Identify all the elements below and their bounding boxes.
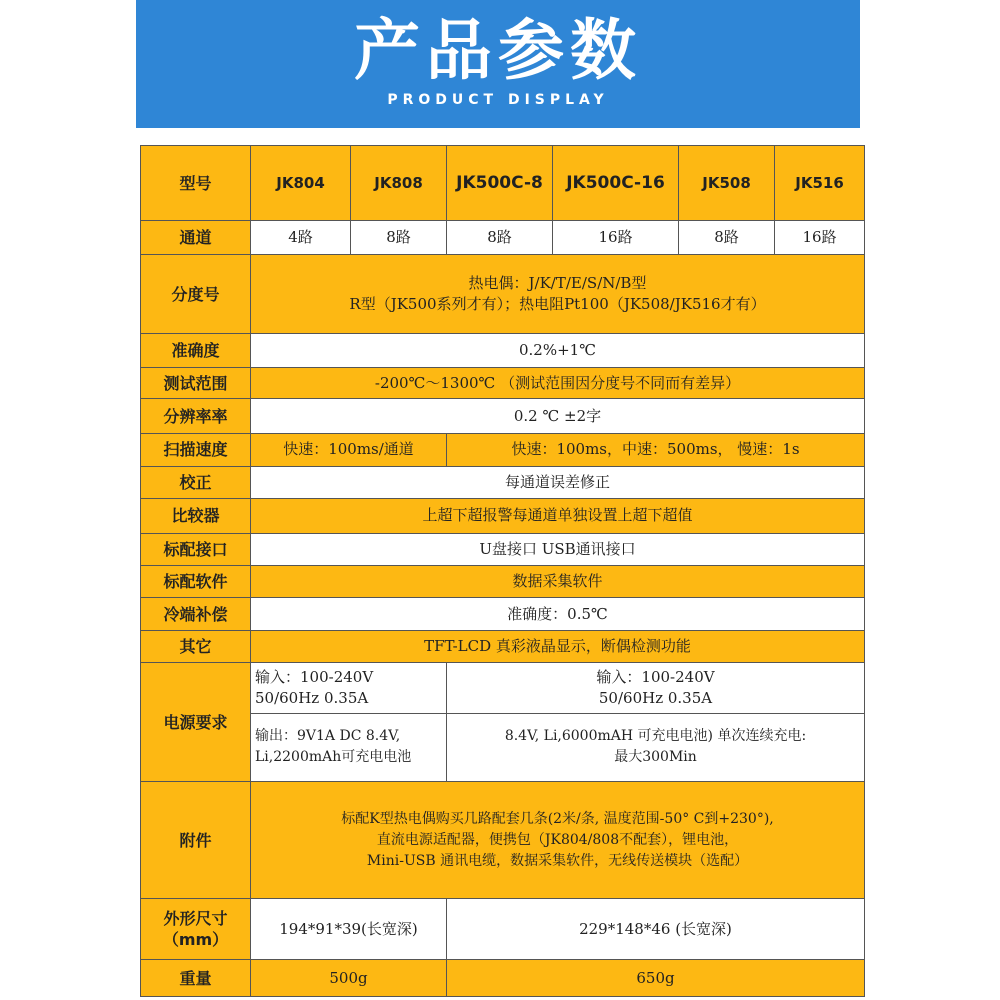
- page-title: 产品参数: [354, 12, 642, 89]
- row-label-division: 分度号: [141, 254, 251, 333]
- row-label-model: 型号: [141, 146, 251, 221]
- row-label-range: 测试范围: [141, 367, 251, 399]
- table-row-accessories: [141, 782, 865, 899]
- model-cell: JK808: [351, 146, 447, 221]
- row-label-weight: 重量: [141, 960, 251, 997]
- row-label-software: 标配软件: [141, 566, 251, 598]
- power-input-right-line-2: 50/60Hz 0.35A: [598, 688, 713, 707]
- channel-cell: 16路: [775, 221, 865, 255]
- table-row-accuracy: [141, 334, 865, 368]
- weight-right-cell: 650g: [447, 960, 865, 997]
- table-row-comparator: [141, 499, 865, 534]
- software-cell: 数据采集软件: [251, 566, 865, 598]
- table-row-software: [141, 566, 865, 598]
- table-row-scan-speed: [141, 434, 865, 467]
- header-banner: [136, 0, 860, 128]
- dimensions-right-cell: 229*148*46 (长宽深): [447, 899, 865, 960]
- scan-speed-right-cell: 快速：100ms，中速：500ms， 慢速：1s: [447, 434, 865, 467]
- table-row-dimensions: [141, 899, 865, 960]
- table-row-weight: [141, 960, 865, 997]
- cold-junction-cell: 准确度：0.5℃: [251, 597, 865, 631]
- division-line-2: R型（JK500系列才有）；热电阻Pt100（JK508/JK516才有）: [349, 295, 766, 314]
- model-cell: JK508: [679, 146, 775, 221]
- power-output-left-line-1: 输出：9V1A DC 8.4V,: [255, 728, 401, 745]
- comparator-cell: 上超下超报警每通道单独设置上超下超值: [251, 499, 865, 534]
- dimensions-label-line-2: （mm）: [162, 930, 229, 950]
- table-row-interface: [141, 533, 865, 566]
- channel-cell: 8路: [679, 221, 775, 255]
- row-label-comparator: 比较器: [141, 499, 251, 534]
- division-line-1: 热电偶：J/K/T/E/S/N/B型: [468, 274, 647, 293]
- dimensions-label-line-1: 外形尺寸: [163, 909, 228, 929]
- power-input-left-cell: [251, 662, 447, 713]
- spec-table: [140, 145, 865, 997]
- table-row-resolution: [141, 399, 865, 434]
- power-input-left-line-1: 输入：100-240V: [255, 667, 374, 686]
- row-label-interface: 标配接口: [141, 533, 251, 566]
- division-cell: [251, 254, 865, 333]
- model-cell: JK500C-16: [553, 146, 679, 221]
- other-cell: TFT-LCD 真彩液晶显示，断偶检测功能: [251, 631, 865, 663]
- power-output-right-line-1: 8.4V, Li,6000mAH 可充电电池) 单次连续充电:: [504, 728, 807, 745]
- row-label-other: 其它: [141, 631, 251, 663]
- table-row-other: [141, 631, 865, 663]
- model-cell: JK804: [251, 146, 351, 221]
- table-row-range: [141, 367, 865, 399]
- calibration-cell: 每通道误差修正: [251, 466, 865, 499]
- row-label-cold-junction: 冷端补偿: [141, 597, 251, 631]
- table-row-division: [141, 254, 865, 333]
- row-label-accuracy: 准确度: [141, 334, 251, 368]
- power-output-right-line-2: 最大300Min: [614, 749, 697, 766]
- power-input-right-cell: [447, 662, 865, 713]
- row-label-calibration: 校正: [141, 466, 251, 499]
- row-label-resolution: 分辨率率: [141, 399, 251, 434]
- channel-cell: 16路: [553, 221, 679, 255]
- accessories-line-3: Mini-USB 通讯电缆，数据采集软件，无线传送模块（选配）: [366, 852, 749, 869]
- power-output-left-cell: [251, 713, 447, 781]
- power-output-right-cell: [447, 713, 865, 781]
- row-label-accessories: 附件: [141, 782, 251, 899]
- channel-cell: 4路: [251, 221, 351, 255]
- range-cell: -200℃～1300℃ （测试范围因分度号不同而有差异）: [251, 367, 865, 399]
- row-label-dimensions: [141, 899, 251, 960]
- accessories-line-2: 直流电源适配器，便携包（JK804/808不配套），锂电池，: [376, 831, 739, 848]
- power-output-left-line-2: Li,2200mAh可充电电池: [255, 749, 412, 766]
- scan-speed-left-cell: 快速：100ms/通道: [251, 434, 447, 467]
- page-subtitle: PRODUCT DISPLAY: [387, 92, 609, 108]
- power-input-right-line-1: 输入：100-240V: [596, 667, 715, 686]
- interface-cell: U盘接口 USB通讯接口: [251, 533, 865, 566]
- channel-cell: 8路: [447, 221, 553, 255]
- table-row-calibration: [141, 466, 865, 499]
- weight-left-cell: 500g: [251, 960, 447, 997]
- dimensions-left-cell: 194*91*39(长宽深): [251, 899, 447, 960]
- row-label-scan-speed: 扫描速度: [141, 434, 251, 467]
- accessories-cell: [251, 782, 865, 899]
- row-label-channels: 通道: [141, 221, 251, 255]
- accuracy-cell: 0.2%+1℃: [251, 334, 865, 368]
- model-cell: JK500C-8: [447, 146, 553, 221]
- row-label-power: 电源要求: [141, 662, 251, 781]
- table-row-cold-junction: [141, 597, 865, 631]
- table-row-model: [141, 146, 865, 221]
- accessories-line-1: 标配K型热电偶购买几路配套几条(2米/条, 温度范围-50° C到+230°),: [341, 810, 774, 827]
- resolution-cell: 0.2 ℃ ±2字: [251, 399, 865, 434]
- channel-cell: 8路: [351, 221, 447, 255]
- model-cell: JK516: [775, 146, 865, 221]
- power-input-left-line-2: 50/60Hz 0.35A: [255, 688, 369, 707]
- table-row-power-input: [141, 662, 865, 713]
- table-row-channels: [141, 221, 865, 255]
